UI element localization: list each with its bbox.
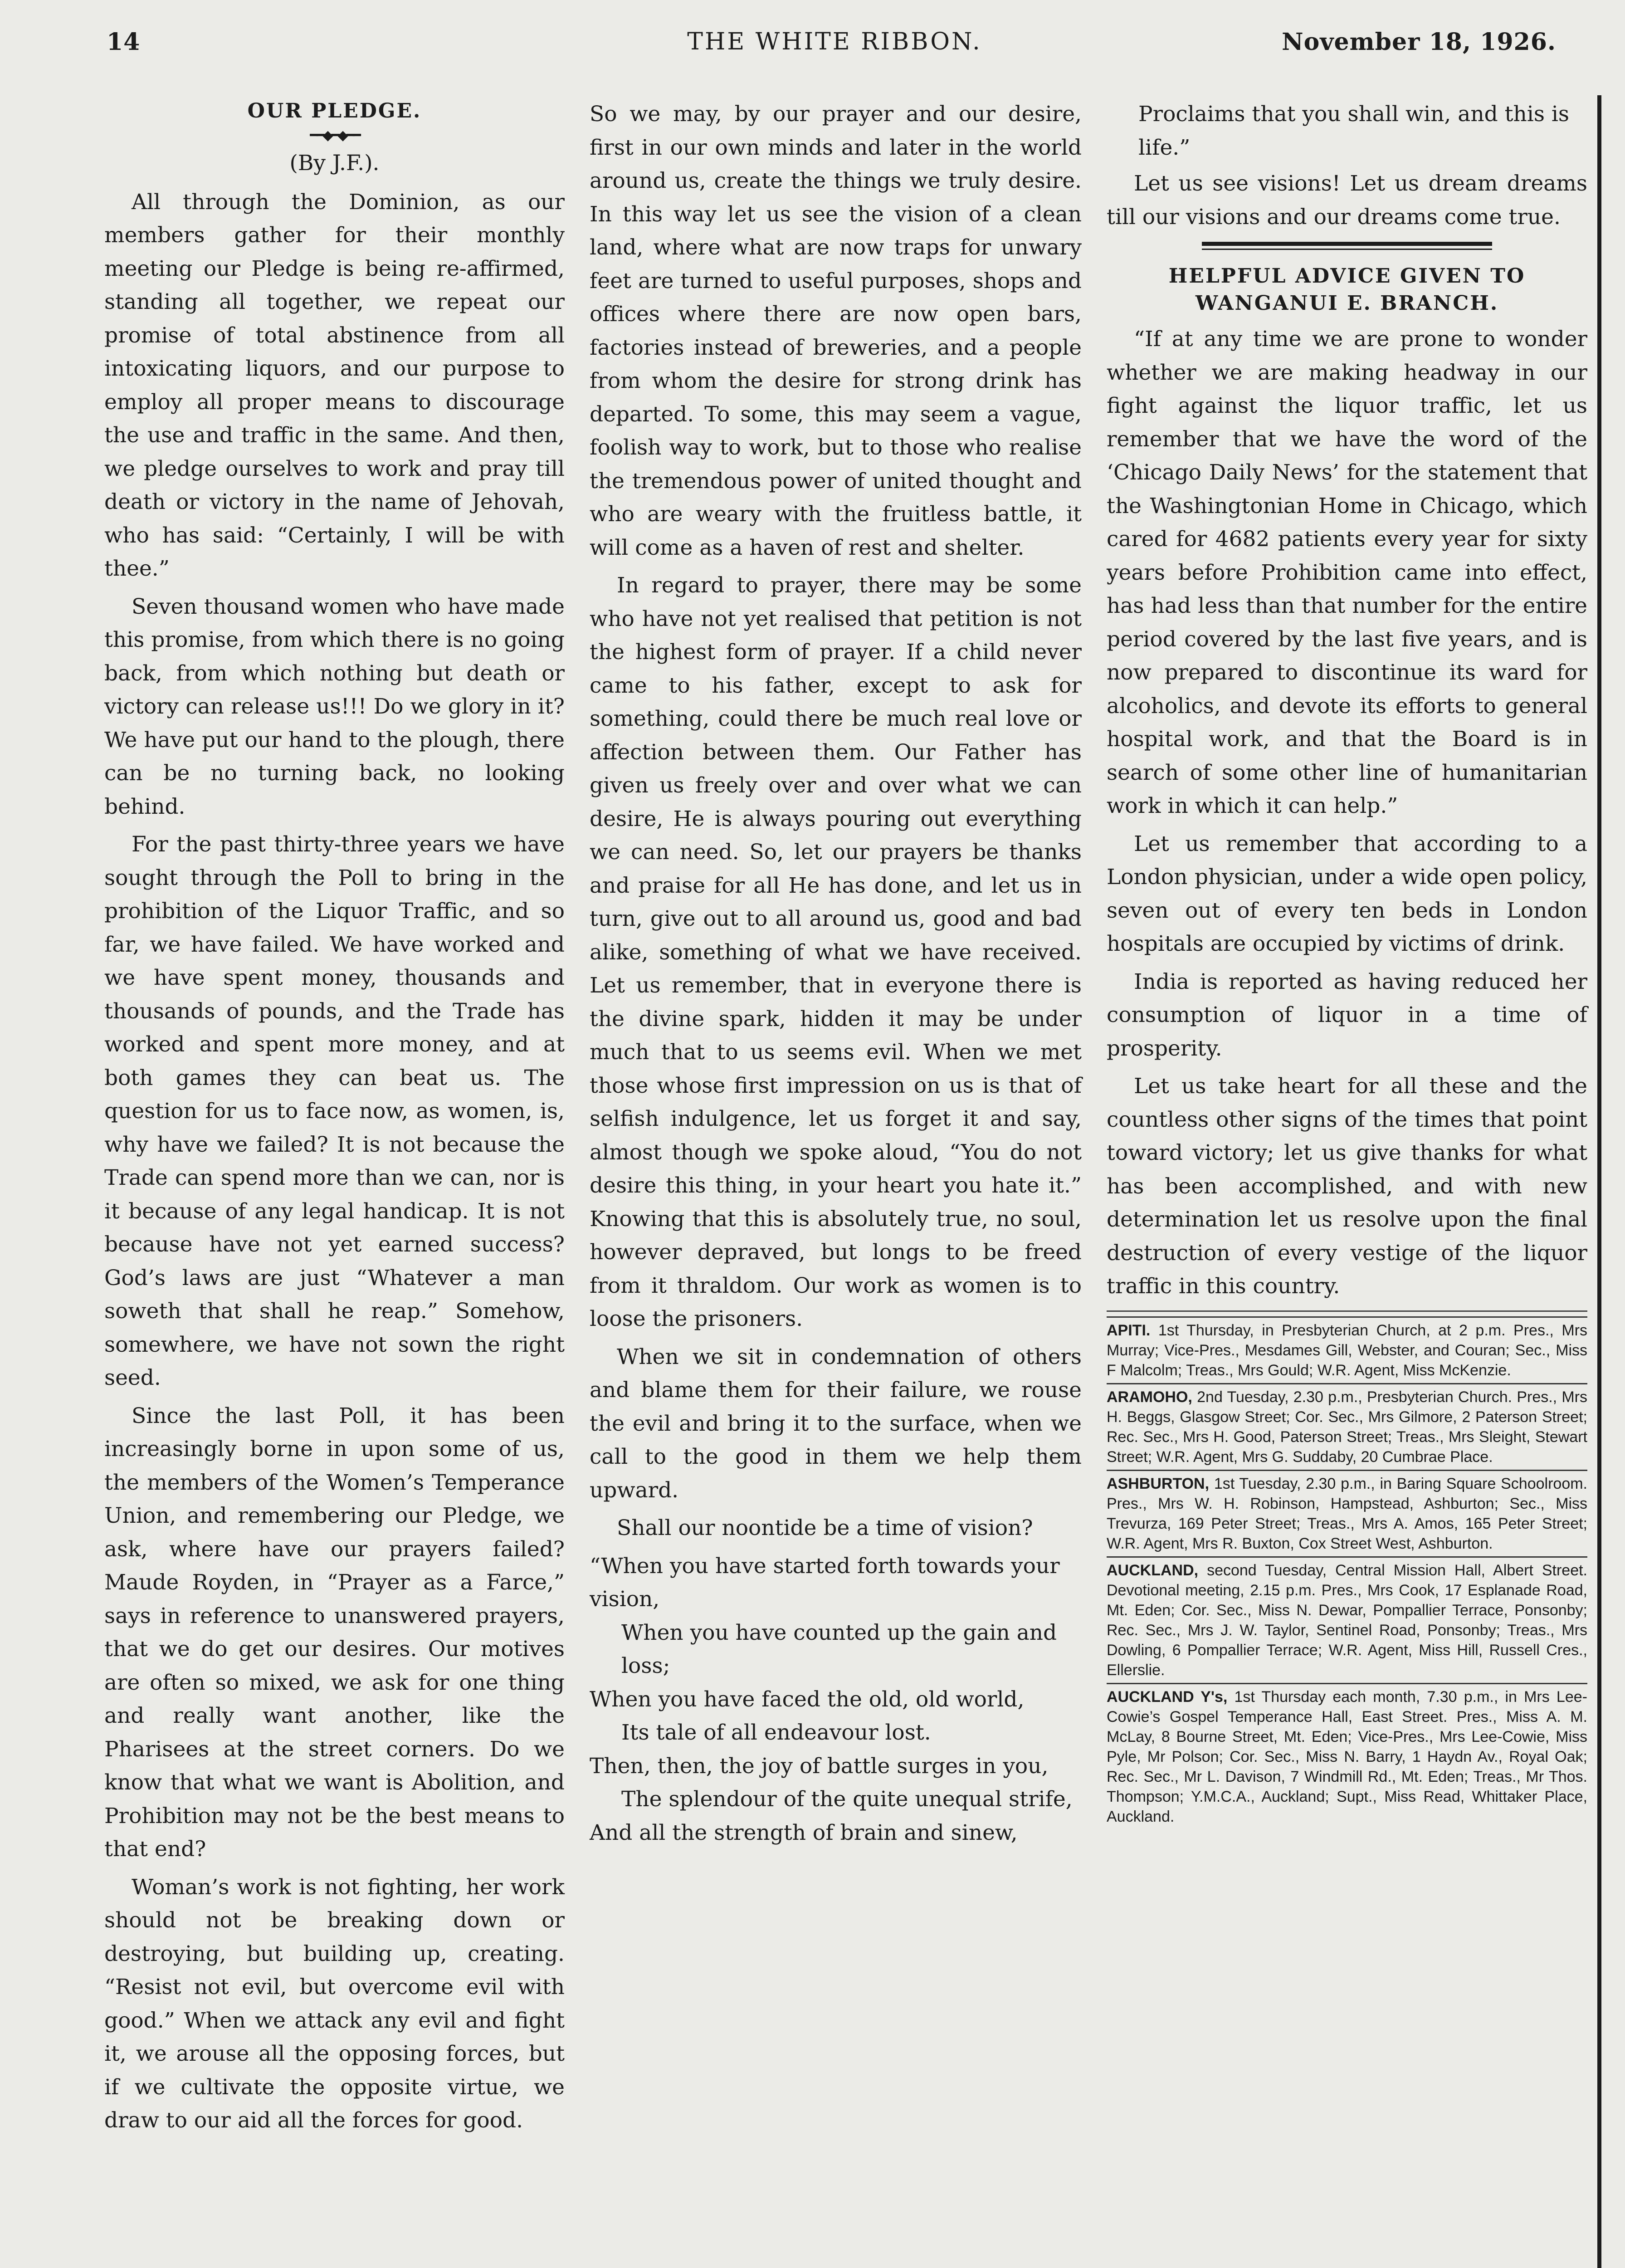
branch-name: AUCKLAND Y's, (1107, 1688, 1228, 1706)
issue-date: November 18, 1926. (1282, 28, 1556, 56)
paragraph: In regard to prayer, there may be some who have not yet realised that petition is not the highest form of prayer. If a child never came to his father, except to ask for something, could there be much real love or affection between them. Our Father has given us freely over and over what we can desire, He is always pouring out everything we can need. So, let our prayers be thanks and praise for all He has done, and let us in turn, give out to all around us, good and bad alike, something of what we have received. Let us remember, that in everyone there is the divine spark, hidden it may be under much that to us seems evil. When we met those whose first impression on us is that of selfish indulgence, let us forget it and say, almost though we spoke aloud, “You do not desire this thing, in your heart you hate it.” Knowing that this is absolutely true, no soul, however depraved, but longs to be freed from it thraldom. Our work as women is to loose the prisoners. (590, 573, 1082, 1331)
paragraph: So we may, by our prayer and our desire, first in our own minds and later in the world around us, create the things we truly desire. In this way let us see the vision of a clean land, where what are now traps for unwary feet are turned to useful purposes, shops and offices where there are now open bars, factories instead of breweries, and a people from whom the desire for strong drink has departed. To some, this may seem a vague, foolish way to work, but to those who realise the tremendous power of united thought and who are weary with the fruitless battle, it will come as a haven of rest and shelter. (590, 102, 1082, 560)
column-rule (1597, 95, 1601, 2268)
poem-line: Its tale of all endeavour lost. (621, 1720, 931, 1745)
poem-line: When you have counted up the gain and loss; (621, 1620, 1057, 1678)
branch-directory (1107, 1316, 1587, 1827)
poem-line: Then, then, the joy of battle surges in you, (590, 1753, 1049, 1779)
branch-entry (1107, 1383, 1587, 1467)
article-title-line-1: HELPFUL ADVICE GIVEN TO (1168, 264, 1526, 288)
paragraph: India is reported as having reduced her consumption of liquor in a time of prosperity. (1107, 969, 1587, 1061)
poem-line: “When you have started forth towards your vision, (590, 1553, 1060, 1612)
paragraph: Let us remember that according to a London physician, under a wide open policy, seven out of every ten beds in London hospitals are occupied by victims of drink. (1107, 831, 1587, 956)
masthead-title: THE WHITE RIBBON. (687, 28, 982, 55)
branch-entry (1107, 1316, 1587, 1380)
poem-line: The splendour of the quite unequal strife, (621, 1787, 1073, 1812)
poem-continued (1107, 98, 1587, 164)
paragraph: Seven thousand women who have made this promise, from which there is no going back, from which nothing but death or victory can release us!!! Do we glory in it? We have put our hand to the plough, there can be no turning back, no looking behind. (104, 594, 565, 819)
paragraph: When we sit in condemnation of others and blame them for their failure, we rouse the evil and bring it to the surface, when we call to the good in them we help them upward. (590, 1344, 1082, 1503)
branch-details: second Tuesday, Central Mission Hall, Albert Street. Devotional meeting, 2.15 p.m. Pres., Mrs Cook, 17 Esplanade Road, Mt. Eden; Cor. Sec., Miss N. Dewar, Pompallier Terrace, Ponsonby; Rec. Sec., Mrs J. W. Taylor, Sentinel Road, Ponsonby; Treas., Mrs Dowling, 6 Pompallier Terrace; W.R. Agent, Miss Hill, Russell Cres., Ellerslie. (1107, 1561, 1587, 1679)
directory-divider (1107, 1310, 1587, 1312)
branch-details: 2nd Tuesday, 2.30 p.m., Presbyterian Church. Pres., Mrs H. Beggs, Glasgow Street; Cor. Sec., Mrs Gilmore, 2 Paterson Street; Rec. Sec., Mrs H. Good, Paterson Street; Treas., Mrs Sleight, Stewart Street; W.R. Agent, Mrs G. Suddaby, 20 Cumbrae Place. (1107, 1388, 1587, 1466)
paragraph: Since the last Poll, it has been increasingly borne in upon some of us, the members of the Women’s Temperance Union, and remembering our Pledge, we ask, where have our prayers failed? Maude Royden, in “Prayer as a Farce,” says in reference to unanswered prayers, that we do get our desires. Our motives are often so mixed, we ask for one thing and really want another, like the Pharisees at the street corners. Do we know that what we want is Abolition, and Prohibition may not be the best means to that end? (104, 1403, 565, 1862)
paragraph: “If at any time we are prone to wonder whether we are making headway in our fight against the liquor traffic, let us remember that we have the word of the ‘Chicago Daily News’ for the statement that the Washingtonian Home in Chicago, which cared for 4682 patients every year for sixty years before Prohibition came into effect, has had less than that number for the entire period covered by the last five years, and is now prepared to discontinue its ward for alcoholics, and devote its efforts to general hospital work, and that the Board is in search of some other line of humanitarian work in which it can help.” (1107, 327, 1587, 818)
poem-line: Proclaims that you shall win, and this is life.” (1138, 102, 1570, 160)
paragraph: Let us take heart for all these and the countless other signs of the times that point toward victory; let us give thanks for what has been accomplished, and with new determination let us resolve upon the final destruction of every vestige of the liquor traffic in this country. (1107, 1074, 1587, 1299)
poem-line: When you have faced the old, old world, (590, 1686, 1025, 1712)
column-2 (590, 98, 1082, 1852)
branch-name: AUCKLAND, (1107, 1561, 1199, 1579)
column-1 (104, 98, 565, 2142)
article-title-our-pledge: OUR PLEDGE. (247, 99, 422, 122)
branch-details: 1st Tuesday, 2.30 p.m., in Baring Square Schoolroom. Pres., Mrs W. H. Robinson, Hampstead, Ashburton; Sec., Miss Trevurza, 169 Peter Street; Treas., Mrs A. Amos, 165 Peter Street; W.R. Agent, Mrs R. Buxton, Cox Street West, Ashburton. (1107, 1475, 1587, 1552)
paragraph: All through the Dominion, as our members gather for their monthly meeting our Pledge is being re-affirmed, standing all together, we repeat our promise of total abstinence from all intoxicating liquors, and our purpose to employ all proper means to discourage the use and traffic in the same. And then, we pledge ourselves to work and pray till death or victory in the name of Jehovah, who has said: “Certainly, I will be with thee.” (104, 189, 565, 581)
paragraph: Let us see visions! Let us dream dreams till our visions and our dreams come true. (1107, 171, 1587, 230)
page-number: 14 (107, 28, 141, 56)
branch-name: ARAMOHO, (1107, 1388, 1192, 1406)
article-title-line-2: WANGANUI E. BRANCH. (1195, 292, 1499, 315)
branch-details: 1st Thursday each month, 7.30 p.m., in Mrs Lee-Cowie’s Gospel Temperance Hall, East Street. Pres., Miss A. M. McLay, 8 Bourne Street, Mt. Eden; Vice-Pres., Mrs Lee-Cowie, Miss Pyle, Mr Polson; Cor. Sec., Miss N. Barry, 1 Haydn Av., Royal Oak; Rec. Sec., Mr L. Davison, 7 Windmill Rd., Mt. Eden; Treas., Mr Thos. Thompson; Y.M.C.A., Auckland; Supt., Miss Read, Whittaker Place, Auckland. (1107, 1688, 1587, 1825)
branch-details: 1st Thursday, in Presbyterian Church, at 2 p.m. Pres., Mrs Murray; Vice-Pres., Mesdames Gill, Webster, and Couran; Sec., Miss F Malcolm; Treas., Mrs Gould; W.R. Agent, Miss McKenzie. (1107, 1321, 1588, 1379)
poem-line: And all the strength of brain and sinew, (590, 1820, 1018, 1845)
branch-entry (1107, 1470, 1587, 1554)
branch-name: ASHBURTON, (1107, 1475, 1210, 1492)
title-ornament: ━━◆━◆━━ (310, 127, 359, 143)
branch-entry (1107, 1683, 1587, 1827)
branch-entry (1107, 1556, 1587, 1680)
section-divider (1202, 242, 1492, 250)
paragraph: Shall our noontide be a time of vision? (617, 1515, 1033, 1540)
poem (590, 1549, 1082, 1850)
paragraph: For the past thirty-three years we have sought through the Poll to bring in the prohibition of the Liquor Traffic, and so far, we have failed. We have worked and we have spent money, thousands and thousands of pounds, and the Trade has worked and spent more money, and at both games they can beat us. The question for us to face now, as women, is, why have we failed? It is not because the Trade can spend more than we can, nor is it because of any legal handicap. It is not because have not yet earned success? God’s laws are just “Whatever a man soweth that shall he reap.” Somehow, somewhere, we have not sown the right seed. (104, 832, 565, 1390)
branch-name: APITI. (1107, 1321, 1151, 1339)
byline: (By J.F.). (289, 151, 380, 176)
paragraph: Woman’s work is not fighting, her work should not be breaking down or destroying, but building up, creating. “Resist not evil, but overcome evil with good.” When we attack any evil and fight it, we arouse all the opposing forces, but if we cultivate the opposite virtue, we draw to our aid all the forces for good. (104, 1874, 565, 2133)
column-3 (1107, 98, 1587, 1827)
